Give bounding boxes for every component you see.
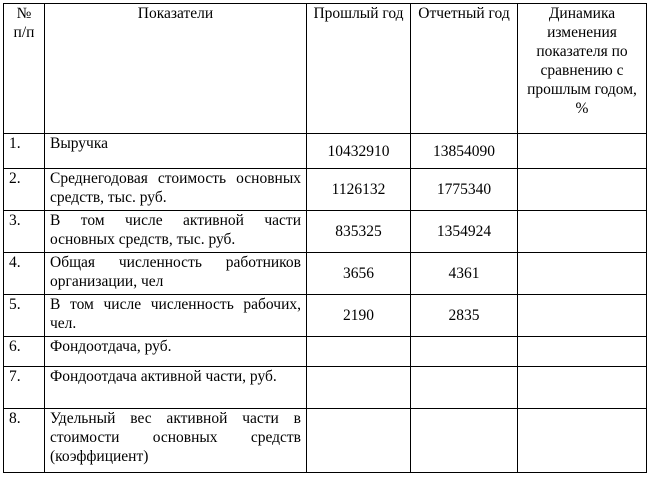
- row-indicator: Удельный вес активной части в стоимости основных средств (коэффициент): [45, 409, 307, 473]
- table-row: [4, 253, 647, 295]
- row-previous-value: [307, 337, 411, 367]
- row-previous-value: 2190: [307, 295, 411, 337]
- row-number: 5.: [4, 295, 45, 337]
- row-current-value: 1775340: [411, 169, 518, 211]
- row-number: 7.: [4, 367, 45, 409]
- row-number: 4.: [4, 253, 45, 295]
- table-row: [4, 169, 647, 211]
- row-number: 8.: [4, 409, 45, 473]
- header-indicator: Показатели: [45, 4, 307, 134]
- row-indicator: В том числе активной части основных средств, тыс. руб.: [45, 211, 307, 253]
- row-current-value: 2835: [411, 295, 518, 337]
- row-current-value: 1354924: [411, 211, 518, 253]
- row-previous-value: 10432910: [307, 134, 411, 169]
- row-dynamics-value: [518, 211, 647, 253]
- row-indicator: Общая численность работников организации, чел: [45, 253, 307, 295]
- row-indicator: Среднегодовая стоимость основных средств, тыс. руб.: [45, 169, 307, 211]
- header-number-abbr: п/п: [13, 24, 35, 41]
- header-previous-year: Прошлый год: [307, 4, 411, 134]
- row-previous-value: 835325: [307, 211, 411, 253]
- indicators-table: [3, 3, 647, 473]
- row-current-value: 13854090: [411, 134, 518, 169]
- row-current-value: [411, 337, 518, 367]
- row-previous-value: 3656: [307, 253, 411, 295]
- table-row: [4, 367, 647, 409]
- row-current-value: [411, 409, 518, 473]
- row-dynamics-value: [518, 367, 647, 409]
- header-number: [4, 4, 45, 134]
- row-dynamics-value: [518, 169, 647, 211]
- row-previous-value: [307, 367, 411, 409]
- row-dynamics-value: [518, 134, 647, 169]
- row-previous-value: [307, 409, 411, 473]
- table-row: [4, 409, 647, 473]
- table-row: [4, 211, 647, 253]
- table-row: [4, 134, 647, 169]
- row-dynamics-value: [518, 253, 647, 295]
- header-current-year: Отчетный год: [411, 4, 518, 134]
- table-header-row: [4, 4, 647, 134]
- row-dynamics-value: [518, 295, 647, 337]
- row-current-value: [411, 367, 518, 409]
- row-number: 3.: [4, 211, 45, 253]
- table-row: [4, 295, 647, 337]
- header-dynamics: Динамика изменения показателя по сравнению с прошлым годом, %: [518, 4, 647, 134]
- row-dynamics-value: [518, 337, 647, 367]
- row-number: 1.: [4, 134, 45, 169]
- row-indicator: Фондоотдача, руб.: [45, 337, 307, 367]
- row-number: 6.: [4, 337, 45, 367]
- row-previous-value: 1126132: [307, 169, 411, 211]
- row-number: 2.: [4, 169, 45, 211]
- row-indicator: Выручка: [45, 134, 307, 169]
- header-number-sign: №: [16, 5, 32, 22]
- row-indicator: Фондоотдача активной части, руб.: [45, 367, 307, 409]
- row-dynamics-value: [518, 409, 647, 473]
- row-current-value: 4361: [411, 253, 518, 295]
- table-row: [4, 337, 647, 367]
- row-indicator: В том числе численность рабочих, чел.: [45, 295, 307, 337]
